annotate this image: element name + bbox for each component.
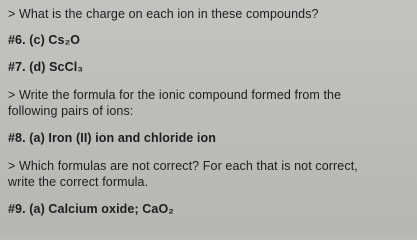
- formula-question-prompt-line-2: following pairs of ions:: [8, 104, 134, 118]
- correct-question-prompt-line-1: > Which formulas are not correct? For each that is not correct,: [8, 159, 358, 173]
- item-6-formula: Cs₂O: [48, 33, 81, 47]
- item-7-number: #7. (d): [8, 60, 50, 74]
- item-6: [8, 33, 80, 48]
- item-9: [8, 202, 174, 217]
- item-9-text: #9. (a) Calcium oxide;: [8, 202, 143, 216]
- formula-question-prompt-line-1: > Write the formula for the ionic compound formed from the: [8, 88, 342, 102]
- charge-question-prompt: > What is the charge on each ion in these compounds?: [8, 7, 319, 21]
- item-9-formula: CaO₂: [142, 202, 174, 216]
- item-7-formula: ScCl₃: [49, 60, 84, 74]
- item-6-number: #6. (c): [8, 33, 49, 47]
- correct-question-prompt-line-2: write the correct formula.: [8, 175, 149, 189]
- item-7: [8, 60, 83, 75]
- item-8: #8. (a) Iron (II) ion and chloride ion: [8, 131, 216, 145]
